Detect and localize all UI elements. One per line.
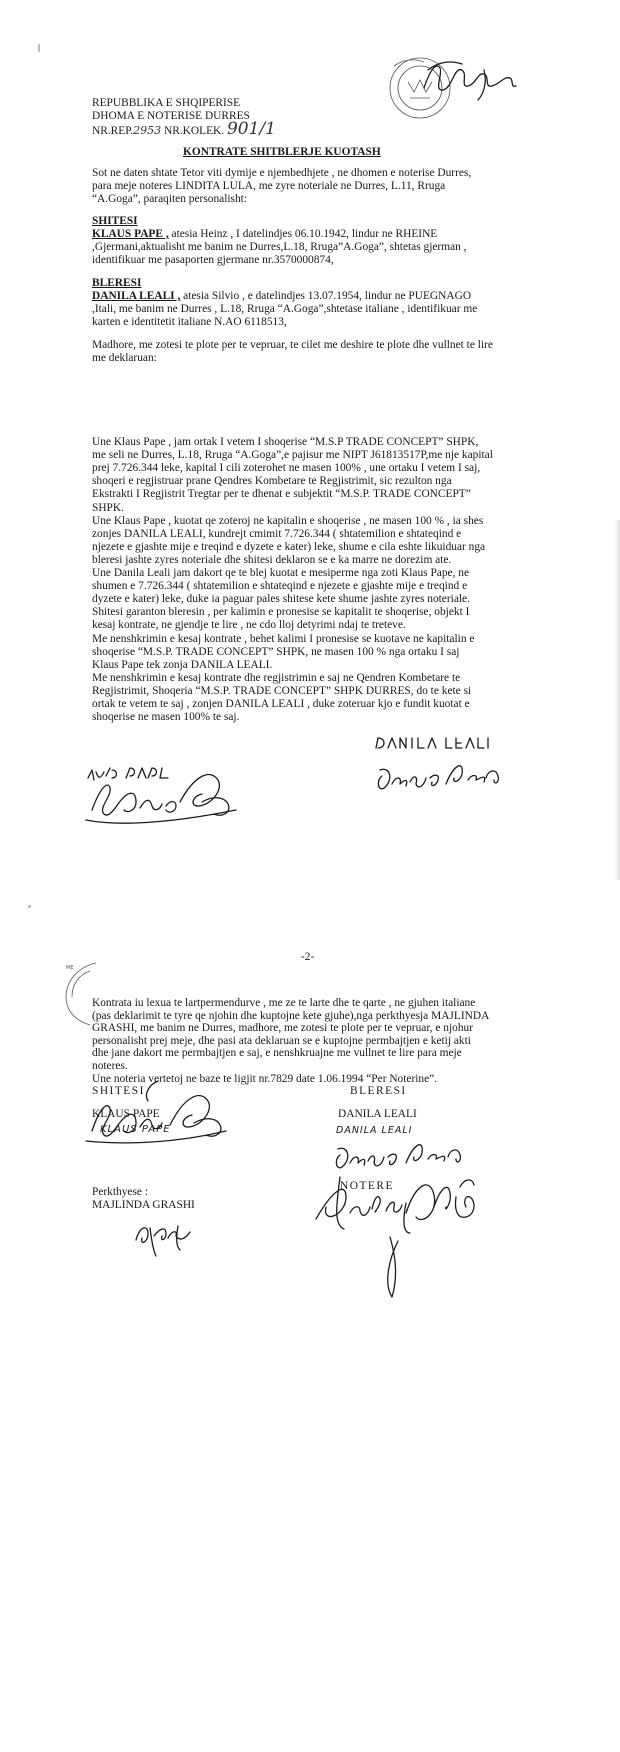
body-line: kesaj kontrate, ne gjendje te lire , ne cdo lloj detyrimi ndaj te treteve. <box>92 619 406 632</box>
body-line: prej 7.726.344 leke, kapital I cili zoterohet ne masen 100% , une ortaku I vetem I saj, <box>92 462 481 475</box>
body-line: dhe jane dakort me permbajtjen e saj, e nenshkruajne me vullnet te lire para meje <box>92 1047 462 1060</box>
header-republic-line: REPUBBLIKA E SHQIPERISE <box>92 97 241 109</box>
rep-number-handwritten: 2953 <box>133 124 162 137</box>
body-line: Une Klaus Pape , jam ortak I vetem I shoqerise “M.S.P TRADE CONCEPT” SHPK, <box>92 436 479 448</box>
body-line: Une Klaus Pape , kuotat qe zoteroj ne kapitalin e shoqerise , ne masen 100 % , ia shes <box>92 514 484 527</box>
body-line: GRASHI, me banim ne Durres, madhore, me zotesi te plote per te vepruar, e njohur <box>92 1022 474 1035</box>
declaration-line-1: Madhore, me zotesi te plote per te vepruar, te cilet me deshire te plote dhe vullnet te lire <box>92 339 493 351</box>
seller-line-2: ,Gjermani,aktualisht me banim ne Durres,L.18, Rruga”A.Goga”, shtetas gjerman , <box>92 241 467 253</box>
body-line: zonjes DANILA LEALI, kundrejt cmimit 7.726.344 ( shtatemilion e shtateqind e <box>92 527 462 540</box>
contract-page-2 <box>0 905 620 1752</box>
seller-heading: SHITESI <box>92 215 138 227</box>
body-line: SHPK. <box>92 501 124 514</box>
buyer-name: DANILA LEALI , <box>92 290 181 302</box>
notary-label: NOTERE <box>340 1180 394 1192</box>
body-line: me seli ne Durres, L.18, Rruga “A.Goga”,e pajisur me NIPT J61813517P,me nje kapital <box>92 449 493 462</box>
body-line: Me nenshkrimin e kesaj kontrate dhe regjistrimin e saj ne Qendren Kombetare te <box>92 671 461 684</box>
buyer-label: BLERESI <box>350 1085 407 1097</box>
scan-speck <box>28 905 31 908</box>
seller-line-1 <box>92 228 437 242</box>
svg-text:ME: ME <box>66 965 74 971</box>
body-line: Une noteria vertetoj ne baze te ligjit nr.7829 date 1.06.1994 “Per Noterine”. <box>92 1072 438 1085</box>
seller-line-3: identifikuar me pasaporten gjermane nr.3570000874, <box>92 254 334 266</box>
body-line: Kontrata iu lexua te lartpermendurve , me ze te larte dhe te qarte , ne gjuhen italiane <box>92 997 476 1009</box>
buyer-printed-name: DANILA LEALI <box>338 1108 417 1120</box>
rep-label: NR.REP. <box>92 125 134 137</box>
buyer-heading: BLERESI <box>92 277 142 289</box>
buyer-details: atesia Silvio , e datelindjes 13.07.1954, lindur ne PUEGNAGO <box>180 290 472 302</box>
body-line: Ekstrakti I Regjistrit Tregtar per te dhenat e subjektit “M.S.P. TRADE CONCEPT” <box>92 488 471 501</box>
body-line: shoqerise “M.S.P. TRADE CONCEPT” SHPK, ne masen 100 % nga ortaku I saj <box>92 645 460 658</box>
buyer-signature-page1 <box>372 734 522 804</box>
translator-name: MAJLINDA GRASHI <box>92 1199 195 1211</box>
kolek-number-handwritten: 901/1 <box>226 119 276 139</box>
buyer-line-3: karten e identitetit italiane N.AO 6118513, <box>92 316 287 328</box>
body-line: Me nenshkrimin e kesaj kontrate , behet kalimi I pronesise se kuotave ne kapitalin e <box>92 632 475 645</box>
body-line: shoqerise ne masen 100% te saj. <box>92 711 240 724</box>
buyer-handwritten-name: DANILA LEALI <box>336 1125 413 1136</box>
scan-speck <box>38 44 40 52</box>
body-line: njezete e gjashte mije e treqind e dyzete e kater) leke, shume e cila eshte likuiduar nga <box>92 540 486 553</box>
seller-signature-page1 <box>82 762 252 832</box>
body-line: personalisht prej meje, dhe pasi ata deklaruan se e kuptojne permbajtjen e ketij akti <box>92 1034 471 1047</box>
seller-label: SHITESI <box>92 1085 145 1097</box>
translator-signature <box>128 1210 198 1260</box>
body-line: dyzete e kater) leke, duke ia paguar pales shitese kete shume jashte zyres noteriale. <box>92 593 470 606</box>
buyer-line-1 <box>92 290 471 304</box>
intro-line-2: para meje noteres LINDITA LULA, me zyre noteriale ne Durres, L.11, Rruga <box>92 180 446 192</box>
declaration-line-2: me deklaruan: <box>92 352 157 364</box>
buyer-line-2: ,Itali, me banim ne Durres , L.18, Rruga “A.Goga”,shtetase italiane , identifikuar me <box>92 303 478 315</box>
body-line: shumen e 7.726.344 ( shtatemilion e shtateqind e njezete e gjashte mije e treqind e <box>92 580 468 593</box>
notary-signature-page2 <box>310 1167 520 1307</box>
body-line: Shitesi garanton bleresin , per kalimin e pronesise se kapitalit te shoqerise, objekt I <box>92 606 470 619</box>
scan-shadow-edge <box>614 520 620 880</box>
notary-signature-page1 <box>420 50 530 105</box>
body-line: Une Danila Leali jam dakort qe te blej kuotat e mesiperme nga zoti Klaus Pape, ne <box>92 567 470 579</box>
body-line: Klaus Pape tek zonja DANILA LEALI. <box>92 658 273 671</box>
kolek-label: NR.KOLEK. <box>161 125 227 137</box>
seller-name: KLAUS PAPE , <box>92 228 169 240</box>
seller-signature-page2 <box>82 1073 242 1148</box>
contract-title: KONTRATE SHITBLERJE KUOTASH <box>183 146 381 158</box>
body-line: shoqeri e regjistruar prane Qendres Kombetare te Regjistrimit, sic rezulton nga <box>92 475 452 488</box>
intro-line-3: “A.Goga”, paraqiten personalisht: <box>92 193 247 205</box>
body-line: ortak te vetem te saj , zonjen DANILA LEALI , duke zoteruar kjo e fundit kuotat e <box>92 698 470 710</box>
body-line: bleresi jashte zyres noteriale dhe shitesi deklaron se e ka marre ne dorezim ate. <box>92 553 452 566</box>
seller-printed-name: KLAUS PAPE <box>92 1108 160 1120</box>
seller-handwritten-name: KLAUS PAPE <box>100 1124 171 1135</box>
body-line: Regjistrimit, Shoqeria “M.S.P. TRADE CONCEPT” SHPK DURRES, do te kete si <box>92 684 472 697</box>
translator-label: Perkthyese : <box>92 1186 148 1198</box>
header-registry-line <box>92 119 276 139</box>
body-line: noteres. <box>92 1060 128 1072</box>
seller-details: atesia Heinz , I datelindjes 06.10.1942, lindur ne RHEINE <box>168 228 438 240</box>
page-number: -2- <box>301 951 315 963</box>
intro-line-1: Sot ne daten shtate Tetor viti dymije e njembedhjete , ne dhomen e noterise Durres, <box>92 167 472 179</box>
body-line: (pas deklarimit te tyre qe njohin dhe kuptojne kete gjuhe),nga perkthyesja MAJLINDA <box>92 1009 490 1022</box>
header-chamber-line: DHOMA E NOTERISE DURRES <box>92 110 250 122</box>
